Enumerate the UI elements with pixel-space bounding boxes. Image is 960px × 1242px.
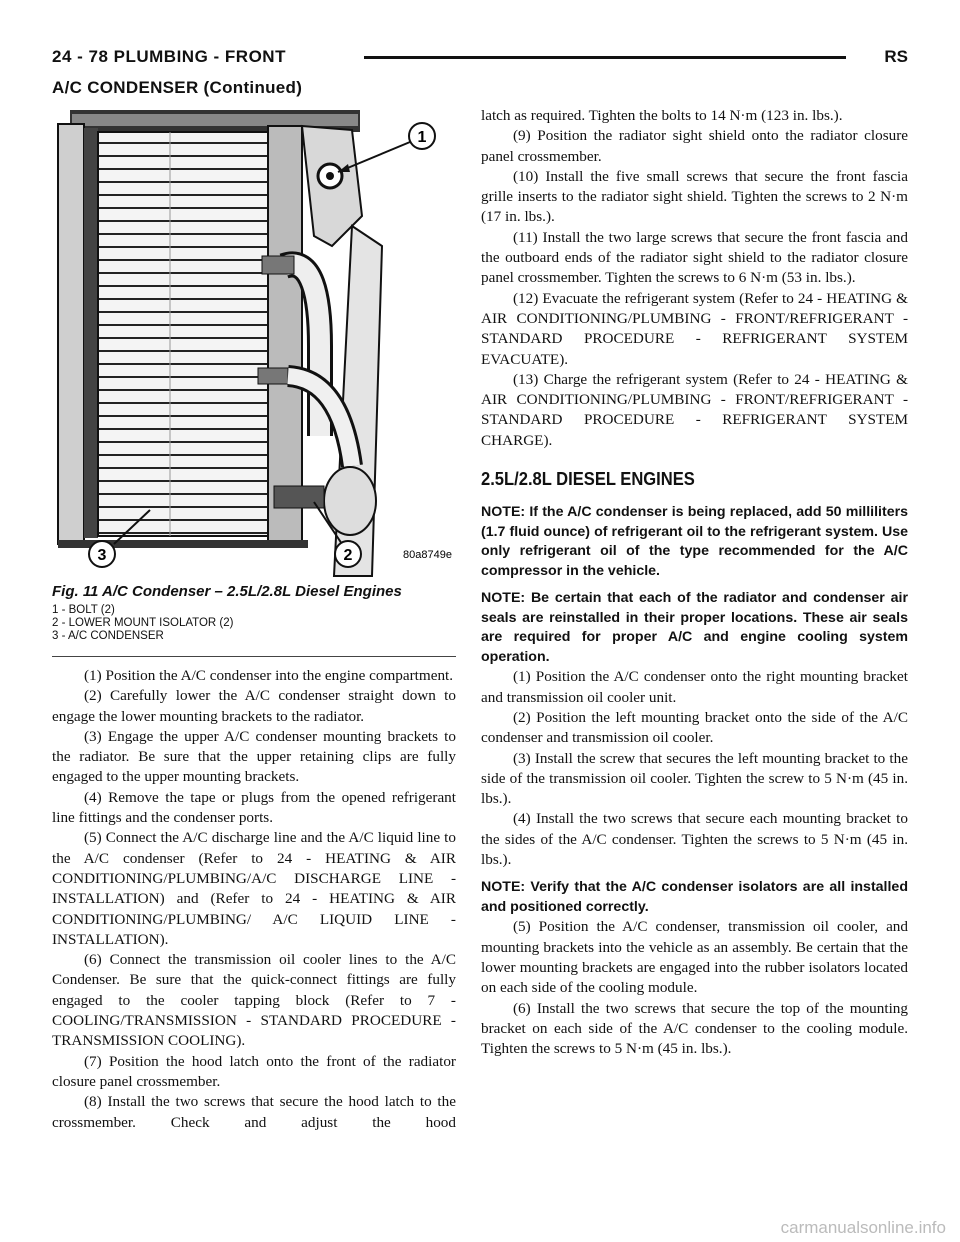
header-rule [364,56,846,59]
figure-title: Fig. 11 A/C Condenser – 2.5L/2.8L Diesel Engines [52,583,402,600]
step-paragraph: (8) Install the two screws that secure the hood latch to the crossmember. Check and adjust the hood [52,1093,456,1131]
legend-item: 2 - LOWER MOUNT ISOLATOR (2) [52,617,234,629]
legend-item: 3 - A/C CONDENSER [52,630,164,642]
step-paragraph: (11) Install the two large screws that secure the front fascia and the outboard ends of the radiator sight shield to the radiator closure panel crossmember. Tighten the screws to 6 N·m (53 in. lbs.). [481,228,908,287]
step-paragraph: (12) Evacuate the refrigerant system (Refer to 24 - HEATING & AIR CONDITIONING/PLUMBING - FRONT/REFRIGERANT - STANDARD PROCEDURE - REFRIGERANT SYSTEM EVACUATE). [481,289,908,368]
note-isolators: NOTE: Verify that the A/C condenser isolators are all installed and positioned correctly. [481,879,908,915]
step-paragraph: (6) Connect the transmission oil cooler lines to the A/C Condenser. Be sure that the quick-connect fittings are fully engaged to the cooler tapping block (Refer to 7 - COOLING/TRANSMISSION - STANDARD PROCEDURE - TRANSMISSION COOLING). [52,951,456,1050]
step-paragraph: (13) Charge the refrigerant system (Refer to 24 - HEATING & AIR CONDITIONING/PLUMBING - FRONT/REFRIGERANT - STANDARD PROCEDURE - REFRIGERANT SYSTEM CHARGE). [481,370,908,449]
step-paragraph: (10) Install the five small screws that secure the front fascia grille inserts to the radiator sight shield. Tighten the screws to 2 N·m (17 in. lbs.). [481,167,908,226]
model-code: RS [884,47,908,66]
legend-item: 1 - BOLT (2) [52,604,115,616]
step-paragraph: (2) Position the left mounting bracket onto the side of the A/C condenser and transmission oil cooler. [481,708,908,747]
section-heading: 2.5L/2.8L DIESEL ENGINES [481,469,695,490]
step-paragraph: (3) Install the screw that secures the left mounting bracket to the side of the transmission oil cooler. Tighten the screw to 5 N·m (45 in. lbs.). [481,749,908,808]
svg-text:1: 1 [417,129,427,146]
watermark: carmanualsonline.info [780,1218,946,1237]
step-paragraph: (1) Position the A/C condenser into the engine compartment. [84,667,454,684]
page-number-title: 24 - 78 PLUMBING - FRONT [52,47,286,66]
callout-3 [89,541,115,567]
callout-2 [335,541,361,567]
step-paragraph: (7) Position the hood latch onto the front of the radiator closure panel crossmember. [52,1052,456,1090]
svg-text:3: 3 [97,547,107,564]
step-paragraph: (4) Remove the tape or plugs from the opened refrigerant line fittings and the condenser ports. [52,788,456,827]
step-paragraph: (5) Connect the A/C discharge line and the A/C liquid line to the A/C condenser (Refer to 24 - HEATING & AIR CONDITIONING/PLUMBING/A/C DISCHARGE LINE - INSTALLATION) and (Refer to 24 - HEATING & AIR CONDITIONING/PLUMBING/ A/C LIQUID LINE - INSTALLATION). [52,829,456,948]
step-paragraph: (6) Install the two screws that secure the top of the mounting bracket on each side of the A/C condenser to the cooling module. Tighten the screws to 5 N·m (45 in. lbs.). [481,999,908,1058]
continued-heading: A/C CONDENSER (Continued) [52,78,303,97]
right-column [481,106,908,1059]
step-paragraph: (9) Position the radiator sight shield onto the radiator closure panel crossmember. [481,127,908,165]
caption-rule [52,656,456,657]
note-refrigerant-oil: NOTE: If the A/C condenser is being replaced, add 50 milliliters (1.7 fluid ounce) of refrigerant oil to the refrigerant system. Use only refrigerant oil of the type recommended for the A/C compressor in the vehicle. [481,504,908,579]
callout-1 [409,123,435,149]
note-air-seals: NOTE: Be certain that each of the radiator and condenser air seals are reinstalled in their proper locations. These air seals are required for proper A/C and engine cooling system operation. [481,590,908,665]
condenser-figure [52,106,456,580]
condenser-illustration [52,106,456,580]
step-paragraph: (5) Position the A/C condenser, transmission oil cooler, and mounting brackets into the vehicle as an assembly. Be certain that the lower mounting brackets are engaged into the rubber isolators located on each side of the cooling module. [481,918,908,997]
step-paragraph: (2) Carefully lower the A/C condenser straight down to engage the lower mounting brackets to the radiator. [52,687,456,725]
figure-code: 80a8749e [403,549,452,561]
svg-text:2: 2 [343,547,353,564]
continued-paragraph: latch as required. Tighten the bolts to 14 N·m (123 in. lbs.). [481,107,843,124]
step-paragraph: (3) Engage the upper A/C condenser mounting brackets to the radiator. Be sure that the upper retaining clips are fully engaged to the upper mounting brackets. [52,727,456,786]
left-column [52,666,456,1133]
step-paragraph: (1) Position the A/C condenser onto the right mounting bracket and transmission oil cooler unit. [481,668,908,706]
page-header [52,47,908,73]
figure-caption [52,583,456,643]
step-paragraph: (4) Install the two screws that secure each mounting bracket to the sides of the A/C condenser. Tighten the screws to 5 N·m (45 in. lbs.). [481,810,908,869]
